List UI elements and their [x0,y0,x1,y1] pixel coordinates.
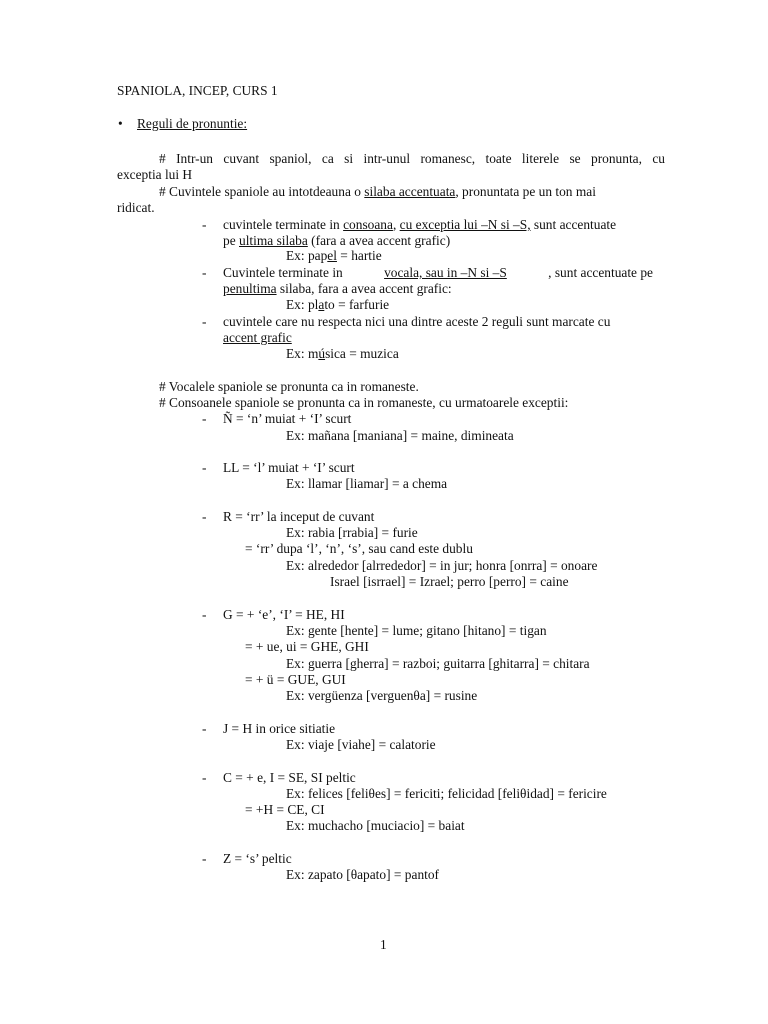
document-title: SPANIOLA, INCEP, CURS 1 [117,83,278,98]
accent-rule-1-line-2: pe ultima silaba (fara a avea accent grafic) [223,233,451,248]
consonant-ll-example: Ex: llamar [liamar] = a chema [286,476,448,491]
dash: - [202,607,207,622]
intro-paragraph-2-line-2: ridicat. [117,200,155,215]
consonant-c-rule: C = + e, I = SE, SI peltic [223,770,356,785]
dash: - [202,411,207,426]
accent-rule-3-example: Ex: música = muzica [286,346,399,361]
consonant-r-example: Ex: rabia [rrabia] = furie [286,525,418,540]
consonant-g-rule-2: = + ue, ui = GHE, GHI [245,639,369,654]
consonant-ll-rule: LL = ‘l’ muiat + ‘I’ scurt [223,460,355,475]
dash: - [202,509,207,524]
consonant-z-rule: Z = ‘s’ peltic [223,851,292,866]
intro-paragraph-1-line-1: # Intr-un cuvant spaniol, ca si intr-unul romanesc, toate literele se pronunta, cu [159,151,665,166]
consonant-c-rule-2: = +H = CE, CI [245,802,325,817]
consonant-r-example-2: Ex: alrededor [alrrededor] = in jur; honra [onrra] = onoare [286,558,598,573]
consonant-c-example-2: Ex: muchacho [muciacio] = baiat [286,818,465,833]
consonant-c-example: Ex: felices [feliθes] = fericiti; felicidad [feliθidad] = fericire [286,786,607,801]
consonant-g-example-2: Ex: guerra [gherra] = razboi; guitarra [ghitarra] = chitara [286,656,590,671]
dash: - [202,851,207,866]
consonants-intro: # Consoanele spaniole se pronunta ca in romaneste, cu urmatoarele exceptii: [159,395,569,410]
consonant-g-rule-3: = + ü = GUE, GUI [245,672,346,687]
consonant-g-example-3: Ex: vergüenza [verguenθa] = rusine [286,688,478,703]
consonant-r-example-3: Israel [isrrael] = Izrael; perro [perro] = caine [330,574,569,589]
dash: - [202,460,207,475]
page-number: 1 [380,937,387,952]
rules-heading: Reguli de pronuntie: [137,116,248,131]
consonant-n-example: Ex: mañana [maniana] = maine, dimineata [286,428,514,443]
accent-rule-1-example: Ex: papel = hartie [286,248,382,263]
consonant-z-example: Ex: zapato [θapato] = pantof [286,867,440,882]
vowels-note: # Vocalele spaniole se pronunta ca in romaneste. [159,379,419,394]
bullet-icon: • [118,116,123,131]
dash: - [202,721,207,736]
dash: - [202,770,207,785]
consonant-r-rule: R = ‘rr’ la inceput de cuvant [223,509,375,524]
accent-rule-2-example: Ex: plato = farfurie [286,297,390,312]
accent-rule-2-line-2: penultima silaba, fara a avea accent grafic: [223,281,452,296]
accent-rule-1-line-1: cuvintele terminate in consoana, cu exceptia lui –N si –S, sunt accentuate [223,217,617,232]
intro-paragraph-1-line-2: exceptia lui H [117,167,193,182]
accent-rule-3-line-1: cuvintele care nu respecta nici una dintre aceste 2 reguli sunt marcate cu [223,314,611,329]
consonant-g-example: Ex: gente [hente] = lume; gitano [hitano] = tigan [286,623,547,638]
accent-rule-2-line-1: Cuvintele terminate in vocala, sau in –N si –S , sunt accentuate pe [223,265,653,280]
consonant-g-rule: G = + ‘e’, ‘I’ = HE, HI [223,607,345,622]
intro-paragraph-2-line-1: # Cuvintele spaniole au intotdeauna o silaba accentuata, pronuntata pe un ton mai [159,184,596,199]
consonant-j-example: Ex: viaje [viahe] = calatorie [286,737,436,752]
dash: - [202,217,207,232]
consonant-r-rule-2: = ‘rr’ dupa ‘l’, ‘n’, ‘s’, sau cand este dublu [245,541,473,556]
consonant-j-rule: J = H in orice sitiatie [223,721,336,736]
accent-rule-3-line-2: accent grafic [223,330,292,345]
dash: - [202,265,207,280]
consonant-n-rule: Ñ = ‘n’ muiat + ‘I’ scurt [223,411,352,426]
dash: - [202,314,207,329]
